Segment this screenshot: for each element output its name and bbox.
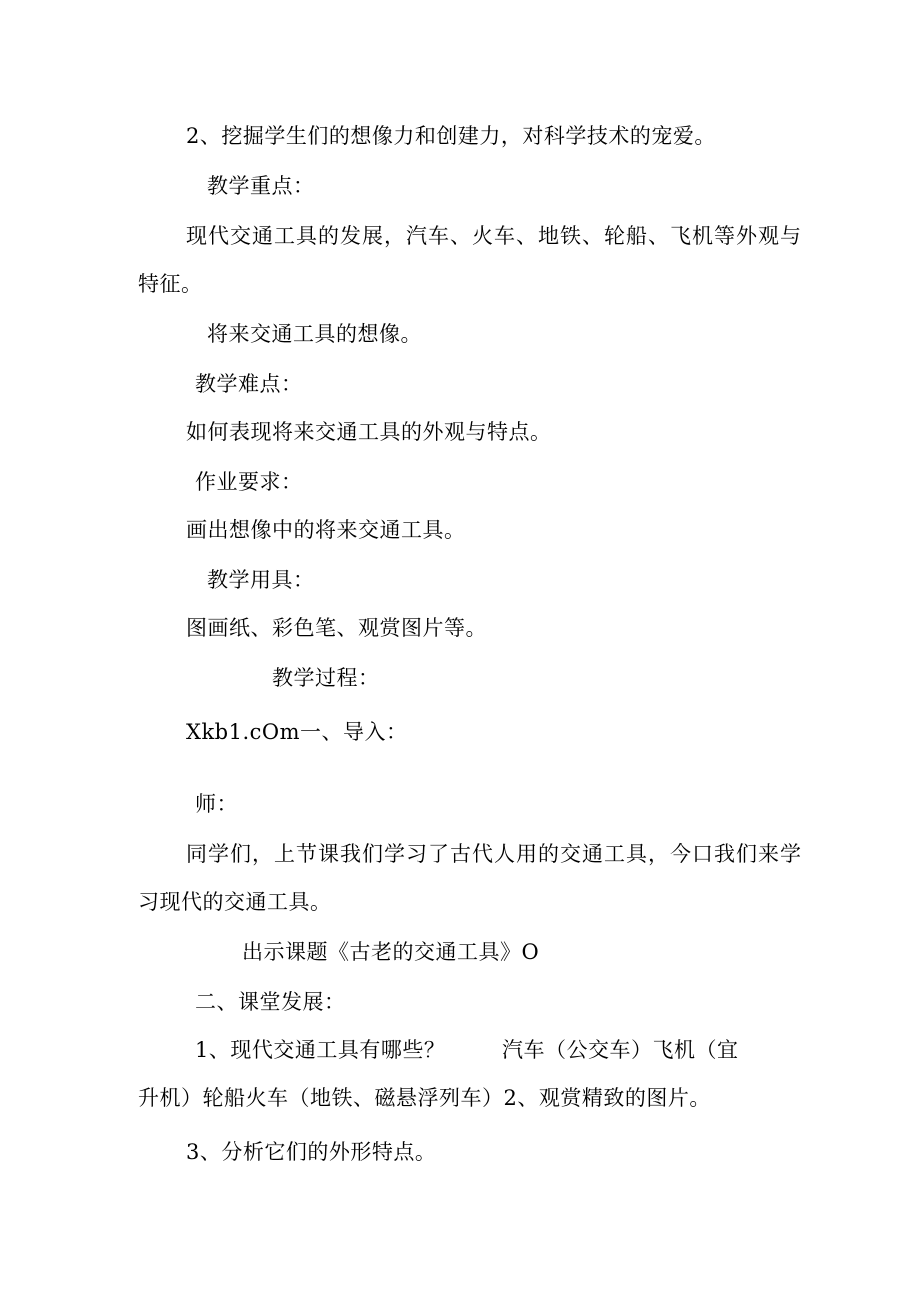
key-points-future: 将来交通工具的想像。 (207, 322, 422, 346)
homework-text: 画出想像中的将来交通工具。 (186, 518, 466, 542)
teacher-line-2: 习现代的交通工具。 (138, 890, 332, 914)
homework-heading: 作业要求： (195, 470, 303, 494)
key-points-line-2: 特征。 (138, 272, 203, 296)
key-points-line-1: 现代交通工具的发展，汽车、火车、地铁、轮船、飞机等外观与 (186, 224, 802, 248)
question-1-part-2: 汽车（公交车）飞机（宜 (502, 1038, 739, 1062)
development-heading: 二、课堂发展： (195, 990, 346, 1014)
difficulty-heading: 教学难点： (195, 372, 303, 396)
difficulty-text: 如何表现将来交通工具的外观与特点。 (186, 420, 552, 444)
teacher-line-1: 同学们，上节课我们学习了古代人用的交通工具，今口我们来学 (186, 842, 802, 866)
question-1-line-2: 升机）轮船火车（地铁、磁悬浮列车）2、观赏精致的图片。 (138, 1086, 711, 1110)
intro-heading: Xkb1.cOm一、导入： (186, 720, 408, 744)
show-title: 出示课题《古老的交通工具》O (242, 940, 540, 964)
key-points-heading: 教学重点： (207, 174, 315, 198)
tools-heading: 教学用具： (207, 568, 315, 592)
tools-text: 图画纸、彩色笔、观赏图片等。 (186, 616, 487, 640)
question-3: 3、分析它们的外形特点。 (186, 1140, 437, 1164)
objective-2: 2、挖掘学生们的想像力和创建力，对科学技术的宠爱。 (186, 124, 716, 148)
question-1-part-1: 1、现代交通工具有哪些？ (195, 1038, 446, 1062)
process-heading: 教学过程： (272, 666, 380, 690)
teacher-label: 师： (195, 792, 238, 816)
